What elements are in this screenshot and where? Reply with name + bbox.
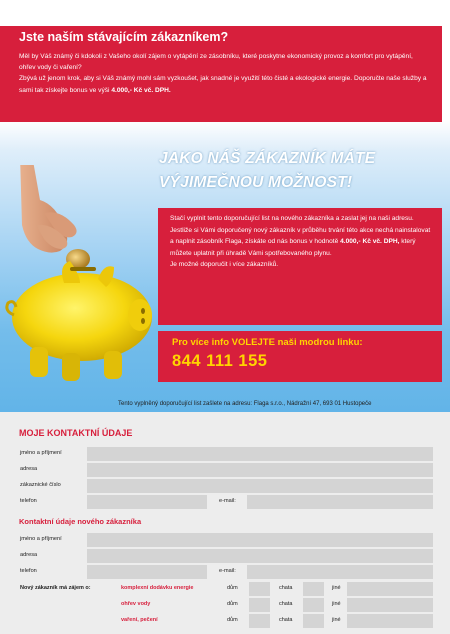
intro-title: Jste naším stávajícím zákazníkem? (19, 30, 229, 44)
new-customer-title: Kontaktní údaje nového zákazníka (19, 517, 142, 526)
my-customer-no-row (17, 479, 433, 493)
checkbox-water-dum[interactable] (249, 598, 270, 612)
my-phone-row (17, 495, 433, 509)
field-complex-jine[interactable] (347, 582, 433, 596)
new-phone-field[interactable] (87, 565, 207, 579)
field-cooking-jine[interactable] (347, 614, 433, 628)
interest-row-3 (17, 614, 433, 628)
phone-box (158, 331, 442, 382)
checkbox-water-chata[interactable] (303, 598, 324, 612)
new-phone-label: telefon (20, 568, 37, 574)
new-phone-row (17, 565, 433, 579)
new-name-row (17, 533, 433, 547)
my-email-field[interactable] (247, 495, 433, 509)
contact-form (0, 412, 450, 634)
chata-label: chata (279, 617, 293, 623)
option-cooking: vaření, pečení (121, 617, 158, 623)
chata-label: chata (279, 585, 293, 591)
form-title: MOJE KONTAKTNÍ ÚDAJE (19, 428, 133, 438)
new-email-field[interactable] (247, 565, 433, 579)
checkbox-cooking-dum[interactable] (249, 614, 270, 628)
offer-text-1: Stačí vyplnit tento doporučující list na nového zákazníka a zaslat jej na naši adresu. Jestliže si Vámi doporučený nový zákazník v průběhu trvání této akce nechá nainstalovat a naplnit zásobník Flaga, získáte od nás bonus v hodnotě (170, 215, 431, 246)
offer-box (158, 208, 442, 325)
jine-label: jiné (332, 585, 341, 591)
my-phone-label: telefon (20, 498, 37, 504)
my-email-label: e-mail: (219, 498, 236, 504)
yellow-piggy-bank-icon (7, 261, 152, 381)
checkbox-cooking-chata[interactable] (303, 614, 324, 628)
dum-label: dům (227, 601, 238, 607)
my-customer-no-label: zákaznické číslo (20, 482, 61, 488)
new-name-field[interactable] (87, 533, 433, 547)
new-name-label: jméno a příjmení (20, 536, 62, 542)
send-address-note: Tento vyplněný doporučující list zašlete na adresu: Flaga s.r.o., Nádražní 47, 693 01 Hustopeče (118, 401, 372, 407)
offer-text-3: Je možné doporučit i více zákazníků. (170, 261, 279, 269)
interest-row-1 (17, 582, 433, 596)
offer-bonus: 4.000,- Kč vč. DPH, (340, 238, 400, 246)
phone-number[interactable]: 844 111 155 (172, 352, 268, 370)
headline-line-2: VÝJIMEČNOU MOŽNOST! (159, 174, 353, 191)
my-address-field[interactable] (87, 463, 433, 477)
option-complex-energy: komplexní dodávku energie (121, 585, 194, 591)
my-address-label: adresa (20, 466, 38, 472)
offer-text-2: který můžete uplatnit při úhradě Vámi spotřebovaného plynu. (170, 238, 416, 257)
jine-label: jiné (332, 617, 341, 623)
my-phone-field[interactable] (87, 495, 207, 509)
checkbox-complex-chata[interactable] (303, 582, 324, 596)
intro-box (0, 26, 442, 122)
interest-row-2 (17, 598, 433, 612)
intro-bonus: 4.000,- Kč vč. DPH. (111, 86, 171, 94)
intro-text-1: Měl by Váš známý či kdokoli z Vašeho okolí zájem o vytápění ze zásobníku, které poskytne ekonomický provoz a komfort pro vytápění, ohřev vody či vaření? (19, 53, 413, 72)
my-customer-no-field[interactable] (87, 479, 433, 493)
new-address-label: adresa (20, 552, 38, 558)
piggy-bank-illustration (0, 165, 160, 405)
intro-text (19, 51, 428, 96)
chata-label: chata (279, 601, 293, 607)
my-name-field[interactable] (87, 447, 433, 461)
phone-label: Pro více info VOLEJTE naši modrou linku: (172, 337, 363, 348)
dum-label: dům (227, 585, 238, 591)
my-address-row (17, 463, 433, 477)
intro-text-2: Zbývá už jenom krok, aby si Váš známý mohl sám vyzkoušet, jak snadné je využití této čisté a ekologické energie. Doporučte naše služby a sami tak získejte bonus ve výši (19, 75, 427, 94)
new-email-label: e-mail: (219, 568, 236, 574)
new-address-row (17, 549, 433, 563)
new-address-field[interactable] (87, 549, 433, 563)
headline-line-1: JAKO NÁŠ ZÁKAZNÍK MÁTE (159, 150, 376, 167)
option-water-heating: ohřev vody (121, 601, 151, 607)
my-name-row (17, 447, 433, 461)
checkbox-complex-dum[interactable] (249, 582, 270, 596)
hand-with-coin-icon (20, 165, 90, 269)
jine-label: jiné (332, 601, 341, 607)
interest-label: Nový zákazník má zájem o: (20, 585, 91, 591)
headline (159, 147, 439, 195)
field-water-jine[interactable] (347, 598, 433, 612)
my-name-label: jméno a příjmení (20, 450, 62, 456)
dum-label: dům (227, 617, 238, 623)
